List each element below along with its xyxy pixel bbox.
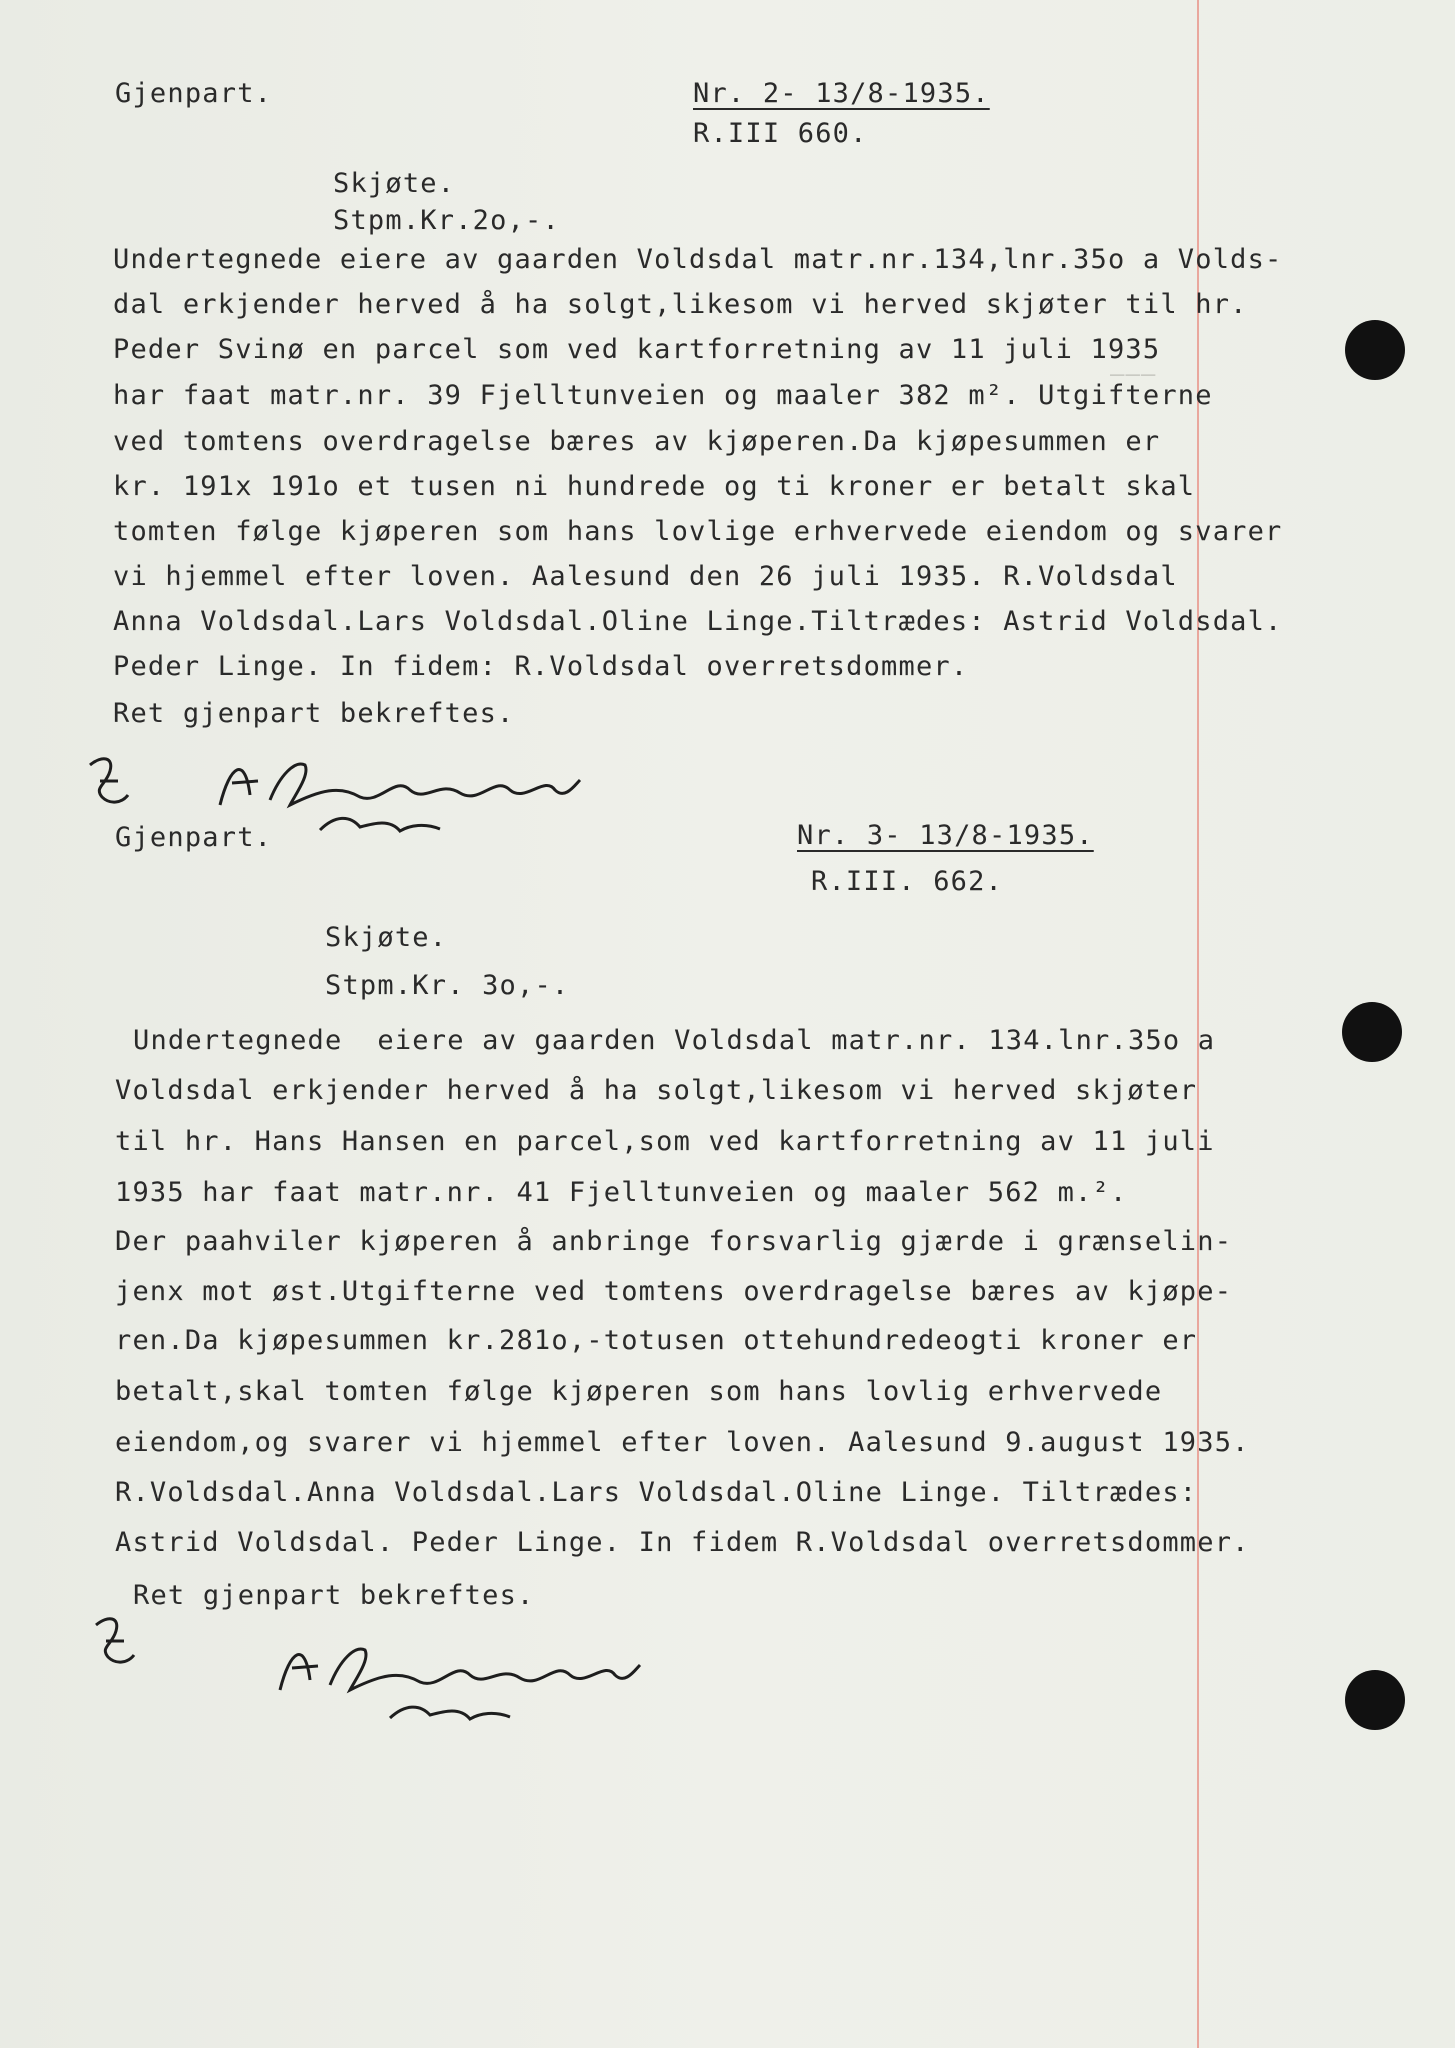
entry2-body-line: betalt,skal tomten følge kjøperen som hans lovlig erhvervede [115, 1376, 1163, 1407]
entry1-body-line: vi hjemmel efter loven. Aalesund den 26 juli 1935. R.Voldsdal [113, 561, 1178, 592]
entry1-body-line: Anna Voldsdal.Lars Voldsdal.Oline Linge.Tiltrædes: Astrid Voldsdal. [113, 606, 1283, 637]
entry1-body-line: kr. 191x 191o et tusen ni hundrede og ti kroner er betalt skal [113, 471, 1196, 502]
signature-initial-2 [88, 1605, 148, 1689]
signature-klingstad-2 [270, 1620, 650, 1734]
entry2-label: Gjenpart. [115, 822, 273, 853]
entry1-label: Gjenpart. [115, 78, 273, 109]
entry2-certification: Ret gjenpart bekreftes. [133, 1580, 535, 1611]
entry2-number: Nr. 3- 13/8-1935. [797, 820, 1094, 851]
entry2-body-line: Astrid Voldsdal. Peder Linge. In fidem R.Voldsdal overretsdommer. [115, 1527, 1250, 1558]
punch-hole-middle [1342, 1002, 1402, 1062]
entry1-body-line: Peder Linge. In fidem: R.Voldsdal overretsdommer. [113, 651, 969, 682]
entry1-body-line: tomten følge kjøperen som hans lovlige erhvervede eiendom og svarer [113, 516, 1283, 547]
entry2-body-line: Voldsdal erkjender herved å ha solgt,likesom vi herved skjøter [115, 1075, 1198, 1106]
entry1-register: R.III 660. [693, 118, 868, 149]
entry2-body-line: jenx mot øst.Utgifterne ved tomtens overdragelse bæres av kjøpe- [115, 1276, 1233, 1307]
entry1-body-line: Peder Svinø en parcel som ved kartforretning av 11 juli 1935 [113, 334, 1161, 365]
entry1-body-line: dal erkjender herved å ha solgt,likesom vi herved skjøter til hr. [113, 289, 1248, 320]
entry1-stamp: Stpm.Kr.2o,-. [333, 205, 560, 236]
entry2-body-line: 1935 har faat matr.nr. 41 Fjelltunveien og maaler 562 m.². [115, 1177, 1128, 1208]
punch-hole-bottom [1345, 1670, 1405, 1730]
bleed-through-text: ——— [1110, 360, 1157, 388]
entry1-number: Nr. 2- 13/8-1935. [693, 78, 990, 109]
entry1-certification: Ret gjenpart bekreftes. [113, 698, 515, 729]
entry2-title: Skjøte. [325, 922, 448, 953]
entry2-register: R.III. 662. [811, 866, 1004, 897]
entry2-body-line: eiendom,og svarer vi hjemmel efter loven. Aalesund 9.august 1935. [115, 1427, 1250, 1458]
signature-initial-1 [82, 745, 142, 829]
entry2-body-line: Undertegnede eiere av gaarden Voldsdal matr.nr. 134.lnr.35o a [133, 1025, 1216, 1056]
entry2-body-line: R.Voldsdal.Anna Voldsdal.Lars Voldsdal.Oline Linge. Tiltrædes: [115, 1477, 1198, 1508]
entry1-body-line: Undertegnede eiere av gaarden Voldsdal matr.nr.134,lnr.35o a Volds- [113, 244, 1283, 275]
entry2-body-line: ren.Da kjøpesummen kr.281o,-totusen ottehundredeogti kroner er [115, 1325, 1198, 1356]
entry2-stamp: Stpm.Kr. 3o,-. [325, 970, 570, 1001]
entry1-body-line: ved tomtens overdragelse bæres av kjøperen.Da kjøpesummen er [113, 426, 1161, 457]
entry1-body-line: har faat matr.nr. 39 Fjelltunveien og maaler 382 m². Utgifterne [113, 380, 1213, 411]
entry2-body-line: til hr. Hans Hansen en parcel,som ved kartforretning av 11 juli [115, 1126, 1215, 1157]
entry2-body-line: Der paahviler kjøperen å anbringe forsvarlig gjærde i grænselin- [115, 1226, 1233, 1257]
punch-hole-top [1345, 320, 1405, 380]
entry1-title: Skjøte. [333, 168, 456, 199]
